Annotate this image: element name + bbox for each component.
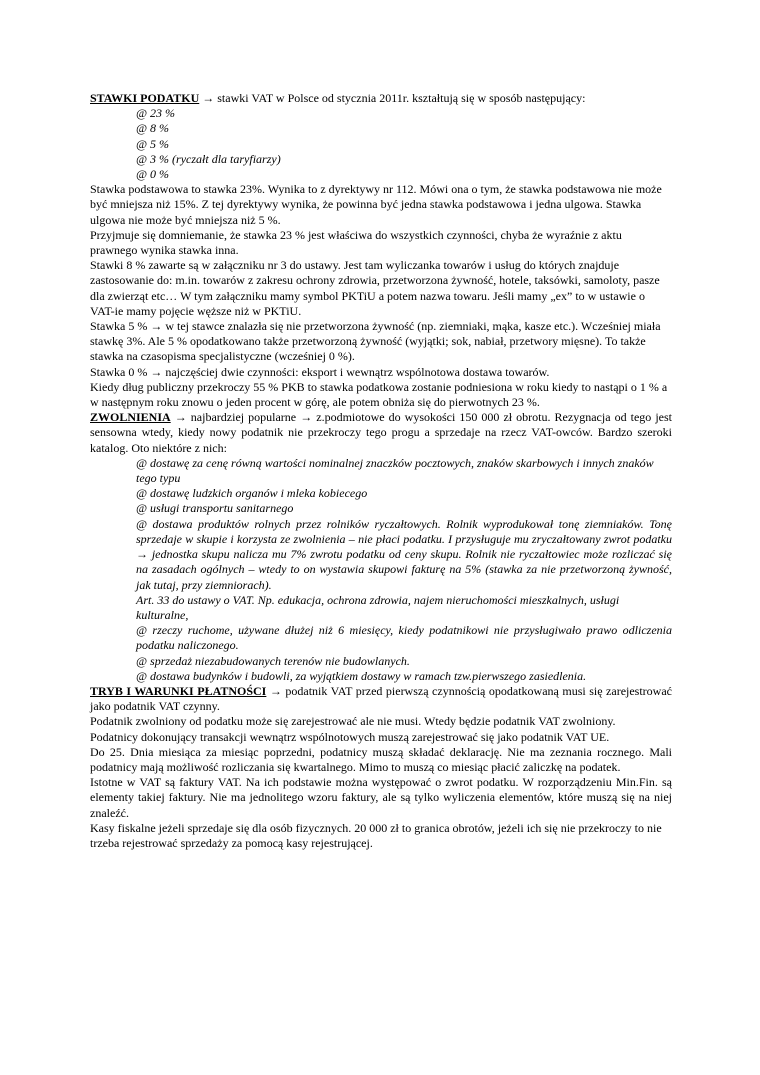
stawka-5-label: Stawka 5 % <box>90 319 151 334</box>
arrow-icon: → <box>136 547 148 562</box>
exemption-text: jednostka skupu nalicza mu 7% zwrotu podatku od ceny skupu. Rolnik nie ryczałtowiec może rozliczać się na zasadach ogólnych – wtedy to on wystawia skupowi fakturę na 5% (stawka za nie przetworzoną żywność, jak tutaj, przy ziemniorach). <box>136 547 673 592</box>
rates-list <box>90 106 672 182</box>
stawka-0-label: Stawka 0 % <box>90 364 151 379</box>
paragraph: Do 25. Dnia miesiąca za miesiąc poprzedni, podatnicy muszą składać deklarację. Nie ma zeznania rocznego. Mali podatnicy mają możliwość rozliczania się kwartalnego. Mimo to muszą co miesiąc płacić zaliczkę na podatek. <box>90 744 672 774</box>
document-page <box>90 91 672 851</box>
heading-zwolnienia: ZWOLNIENIA <box>90 410 171 425</box>
exemption-item: @ sprzedaż niezabudowanych terenów nie budowlanych. <box>136 653 410 668</box>
arrow-icon: → <box>174 410 187 425</box>
rate-item: @ 5 % <box>136 136 170 151</box>
arrow-icon: → <box>150 364 163 379</box>
rate-item: @ 3 % (ryczałt dla taryfiarzy) <box>136 151 281 166</box>
paragraph-stawka-5 <box>90 319 672 365</box>
section-tryb-intro <box>90 684 672 714</box>
arrow-icon: → <box>202 91 215 105</box>
exemption-item: Art. 33 do ustawy o VAT. Np. edukacja, ochrona zdrowia, najem nieruchomości mieszkalnych, usługi kulturalne, <box>136 592 620 622</box>
exemption-item <box>136 517 672 593</box>
paragraph: Kasy fiskalne jeżeli sprzedaje się dla osób fizycznych. 20 000 zł to granica obrotów, jeżeli ich się nie przekroczy to nie trzeba rejestrować sprzedaży za pomocą kasy rejestrującej. <box>90 820 662 850</box>
rate-item: @ 8 % <box>136 121 170 136</box>
rate-item: @ 0 % <box>136 167 170 182</box>
paragraph: Istotne w VAT są faktury VAT. Na ich podstawie można występować o zwrot podatku. W rozporządzeniu Min.Fin. są elementy takiej faktury. Nie ma jednolitego wzoru faktury, ale są tylko wyliczenia elementów, które muszą się na niej znaleźć. <box>90 775 672 820</box>
stawka-0-text: najczęściej dwie czynności: eksport i wewnątrz wspólnotowa dostawa towarów. <box>162 364 550 379</box>
intro-text: z.podmiotowe do wysokości 150 000 zł obrotu. Rezygnacja od tego jest sensowna wtedy, kiedy nowy podatnik nie przekroczy tego progu a sprzedaje na rzecz VAT-owców. Bardzo szeroki katalog. Oto niektóre z nich: <box>90 410 672 455</box>
paragraph-stawka-0 <box>90 365 672 380</box>
exemption-text: @ dostawa produktów rolnych przez rolników ryczałtowych. Rolnik wyprodukował tonę ziemniaków. Tonę sprzedaje w skupie i korzysta ze zwolnienia – nie płaci podatku. I przysługuje mu zryczałtowany zwrot podatku <box>136 516 672 546</box>
exemption-item: @ dostawę ludzkich organów i mleka kobiecego <box>136 486 368 501</box>
paragraph: Stawka podstawowa to stawka 23%. Wynika to z dyrektywy nr 112. Mówi ona o tym, że stawka podstawowa nie może być mniejsza niż 15%. Z tej dyrektywy wynika, że powinna być jedna stawka podstawowa i jedna ulgowa. Stawka ulgowa nie może być mniejsza niż 5 %. <box>90 182 662 227</box>
heading-tryb-i-warunki: TRYB I WARUNKI PŁATNOŚCI <box>90 683 267 698</box>
exemption-item: @ dostawę za cenę równą wartości nominalnej znaczków pocztowych, znaków skarbowych i innych znaków tego typu <box>136 455 654 486</box>
paragraph: Przyjmuje się domniemanie, że stawka 23 % jest właściwa do wszystkich czynności, chyba że wyraźnie z aktu prawnego wynika stawka inna. <box>90 227 622 258</box>
paragraph: Podatnicy dokonujący transakcji wewnątrz wspólnotowych muszą zarejestrować się jako podatnik VAT UE. <box>90 729 610 744</box>
intro-text: najbardziej popularne <box>186 410 301 425</box>
arrow-icon: → <box>300 410 313 425</box>
intro-text: stawki VAT w Polsce od stycznia 2011r. kształtują się w sposób następujący: <box>214 91 586 105</box>
paragraph-debt: Kiedy dług publiczny przekroczy 55 % PKB to stawka podatkowa zostanie podniesiona w roku kiedy to nastąpi o 1 % a w następnym roku znowu o jeden procent w górę, ale potem obniża się do pierwotnych 23 %. <box>90 379 668 410</box>
heading-stawki-podatku: STAWKI PODATKU <box>90 91 200 105</box>
intro-text: podatnik VAT przed pierwszą czynnością opodatkowaną musi się zarejestrować jako podatnik VAT czynny. <box>90 683 672 714</box>
rate-item: @ 23 % <box>136 106 176 121</box>
section-stawki-intro <box>90 91 672 106</box>
arrow-icon: → <box>150 319 163 334</box>
paragraph: Podatnik zwolniony od podatku może się zarejestrować ale nie musi. Wtedy będzie podatnik VAT zwolniony. <box>90 714 616 729</box>
stawka-5-text: w tej stawce znalazła się nie przetworzona żywność (np. ziemniaki, mąka, kasze etc.). Wcześniej miała stawkę 3%. Ale 5 % opodatkowano także przetworzoną żywność (wyjątki; sok, nabiał, przetwory mięsne). To także stawka na czasopisma specjalistyczne (wcześniej 0 %). <box>90 319 661 364</box>
exemption-item: @ usługi transportu sanitarnego <box>136 501 294 516</box>
exemption-item: @ dostawa budynków i budowli, za wyjątkiem dostawy w ramach tzw.pierwszego zasiedlenia. <box>136 668 587 683</box>
exemption-item: @ rzeczy ruchome, używane dłużej niż 6 miesięcy, kiedy podatnikowi nie przysługiwało prawo odliczenia podatku naliczonego. <box>136 623 672 653</box>
paragraph: Stawki 8 % zawarte są w załączniku nr 3 do ustawy. Jest tam wyliczanka towarów i usług do których znajduje zastosowanie do: m.in. towarów z zakresu ochrony zdrowia, przetworzona żywność, hotele, taksówki, samoloty, pasze dla zwierząt etc… W tym załączniku mamy symbol PKTiU a potem nazwa towaru. Jeśli mamy „ex” to w ustawie o VAT-ie mamy pojęcie węższe niż w PKTiU. <box>90 258 660 318</box>
exemptions-list <box>90 456 672 684</box>
arrow-icon: → <box>269 683 282 698</box>
section-zwolnienia-intro <box>90 410 672 456</box>
